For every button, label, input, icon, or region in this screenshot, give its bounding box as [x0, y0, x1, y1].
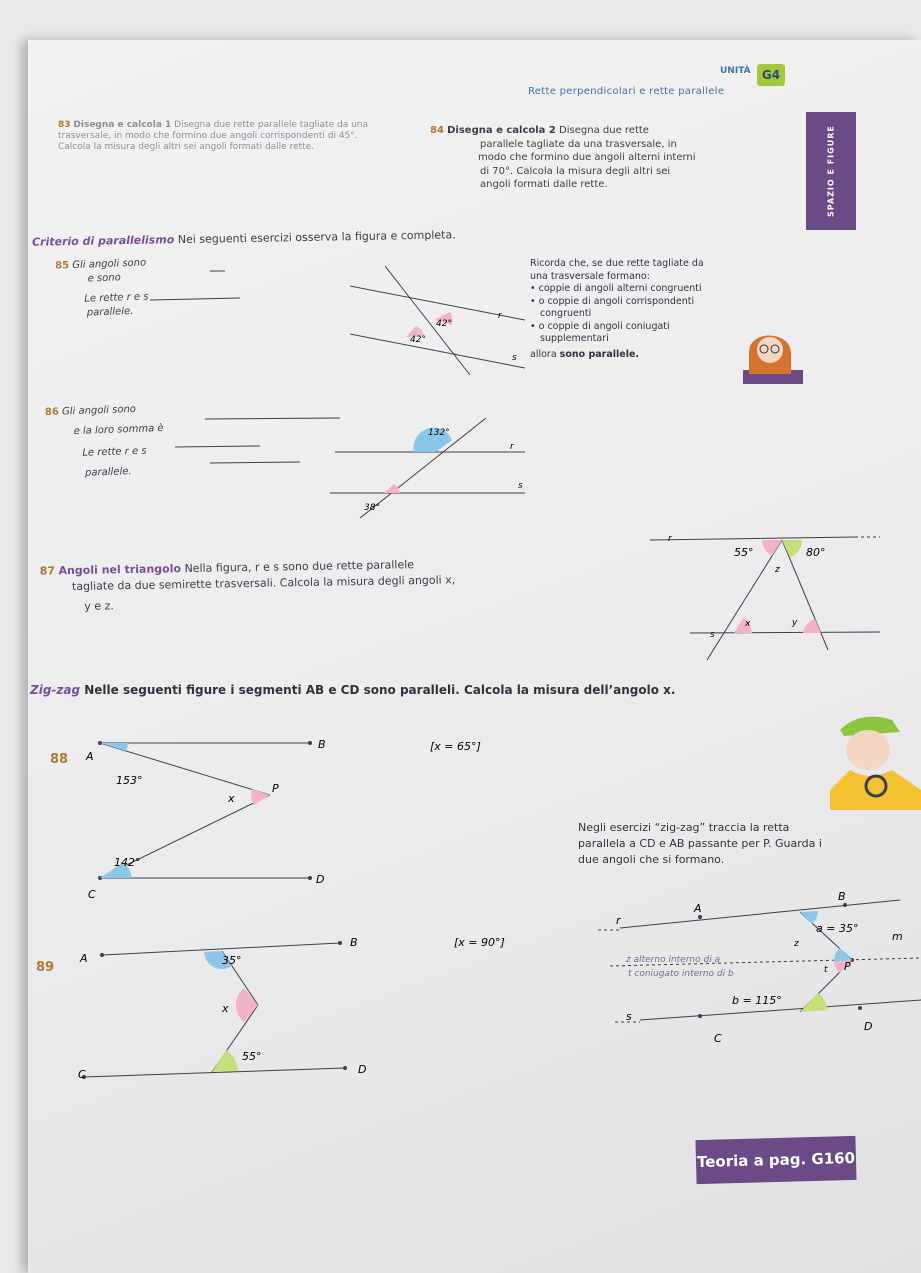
angle-label: 142°: [114, 856, 141, 869]
fill-text: e la loro somma è: [73, 422, 164, 438]
fill-text: Le rette r e s: [82, 445, 147, 459]
point-label: P: [272, 782, 279, 795]
exercise-text: tagliate da due semirette trasversali. Calcola la misura degli angoli x,: [71, 573, 456, 594]
answer: [x = 90°]: [454, 936, 505, 949]
line-label: r: [616, 914, 621, 927]
fill-text: Gli angoli sono: [72, 257, 147, 272]
fill-text: parallele.: [86, 305, 134, 319]
fill-text: e sono: [87, 272, 121, 285]
tip-note: t coniugato interno di b: [628, 969, 734, 979]
line-label: s: [518, 481, 523, 491]
exercise-number: 89: [36, 960, 55, 975]
angle-label: z: [794, 939, 799, 949]
angle-label: t: [824, 965, 828, 975]
theory-link[interactable]: Teoria a pag. G160: [695, 1136, 856, 1184]
exercise-number: 84: [430, 125, 444, 136]
line-label: r: [510, 442, 514, 452]
exercise-head: Disegna e calcola 1: [73, 120, 172, 130]
line-label: r: [498, 311, 502, 321]
exercise-text: y e z.: [84, 599, 114, 613]
angle-label: x: [222, 1002, 229, 1015]
point-label: A: [694, 902, 702, 915]
point-label: P: [844, 960, 851, 973]
exercise-number: 88: [50, 752, 69, 767]
note-bullet: o coppie di angoli coniugati: [538, 320, 670, 332]
angle-label: b = 115°: [732, 994, 782, 1007]
angle-label: x: [228, 792, 235, 805]
line-label: s: [710, 630, 715, 640]
angle-label: 38°: [364, 503, 380, 513]
angle-label: x: [745, 619, 751, 629]
unit-badge: G4: [757, 64, 785, 86]
fill-text: Gli angoli sono: [61, 403, 137, 418]
tip-text: parallela a CD e AB passante per P. Guarda i: [578, 837, 822, 850]
angle-label: 80°: [806, 546, 826, 559]
point-label: B: [838, 890, 846, 903]
point-label: D: [358, 1063, 367, 1076]
angle-label: 55°: [734, 546, 754, 559]
tip-text: Negli esercizi “zig-zag” traccia la retta: [578, 821, 790, 834]
zigzag-text: Nelle seguenti figure i segmenti AB e CD sono paralleli. Calcola la misura dell’angolo x.: [84, 683, 676, 697]
point-label: D: [864, 1020, 873, 1033]
unit-label: UNITÀ: [720, 66, 751, 76]
reminder-box: Ricorda che, se due rette tagliate da una trasversale formano: • coppie di angoli alterni congruenti • o coppie di angoli corrispondenti congruenti • o coppie di angoli coniugati supplementari allora sono parallele.: [530, 258, 780, 361]
angle-label: 132°: [428, 428, 450, 438]
exercise-text: angoli formati dalle rette.: [480, 179, 608, 190]
point-label: D: [316, 873, 325, 886]
tip-note: z alterno interno di a: [626, 955, 721, 965]
angle-label: a = 35°: [816, 922, 859, 935]
line-label: m: [892, 930, 903, 943]
angle-label: 42°: [410, 335, 426, 345]
point-label: C: [714, 1032, 722, 1045]
exercise-number: 83: [58, 120, 71, 130]
point-label: C: [88, 888, 96, 901]
note-text: allora: [530, 348, 560, 360]
line-label: s: [512, 353, 517, 363]
note-bullet: coppie di angoli alterni congruenti: [538, 283, 702, 294]
note-text: Ricorda che, se due rette tagliate da: [530, 258, 704, 269]
exercise-text: modo che formino due angoli alterni interni: [478, 152, 696, 163]
answer: [x = 65°]: [430, 740, 481, 753]
exercise-text: Nella figura, r e s sono due rette parallele: [184, 558, 415, 576]
line-label: s: [626, 1010, 632, 1023]
note-bullet: o coppie di angoli corrispondenti: [538, 295, 695, 307]
tip-text: due angoli che si formano.: [578, 853, 725, 866]
side-tab: SPAZIO E FIGURE: [806, 112, 856, 230]
point-label: B: [350, 936, 358, 949]
line-label: r: [668, 534, 672, 544]
section-title: Criterio di parallelismo: [31, 233, 175, 249]
note-bullet: supplementari: [540, 333, 609, 344]
note-text: una trasversale formano:: [530, 270, 650, 282]
exercise-text: parallele tagliate da una trasversale, in: [480, 138, 677, 150]
exercise-head: Angoli nel triangolo: [58, 562, 182, 578]
angle-label: y: [792, 618, 798, 628]
exercise-text: Disegna due rette parallele tagliate da una trasversale, in modo che formino due angoli corrispondenti di 45°. Calcola la misura degli altri sei angoli formati dalle rette.: [58, 120, 369, 152]
angle-label: 153°: [116, 774, 143, 787]
angle-label: 42°: [436, 319, 452, 329]
note-text: sono parallele.: [559, 348, 640, 360]
fill-text: Le rette r e s: [84, 291, 149, 305]
angle-label: 55°: [242, 1050, 262, 1063]
exercise-head: Disegna e calcola 2: [447, 125, 556, 136]
angle-label: z: [775, 565, 780, 575]
note-bullet: congruenti: [540, 308, 592, 319]
angle-label: 35°: [222, 954, 242, 967]
point-label: A: [86, 750, 94, 763]
exercise-number: 86: [44, 406, 60, 419]
exercise-number: 87: [39, 564, 56, 578]
exercise-text: di 70°. Calcola la misura degli altri sei: [480, 165, 671, 177]
zigzag-head: Zig-zag: [30, 683, 81, 697]
point-label: B: [318, 738, 326, 751]
point-label: A: [80, 952, 88, 965]
point-label: C: [78, 1068, 86, 1081]
section-text: Nei seguenti esercizi osserva la figura e completa.: [177, 228, 456, 247]
chapter-title: Rette perpendicolari e rette parallele: [528, 86, 725, 97]
exercise-number: 85: [54, 260, 70, 272]
fill-text: parallele.: [84, 466, 132, 479]
exercise-text: Disegna due rette: [559, 125, 649, 136]
